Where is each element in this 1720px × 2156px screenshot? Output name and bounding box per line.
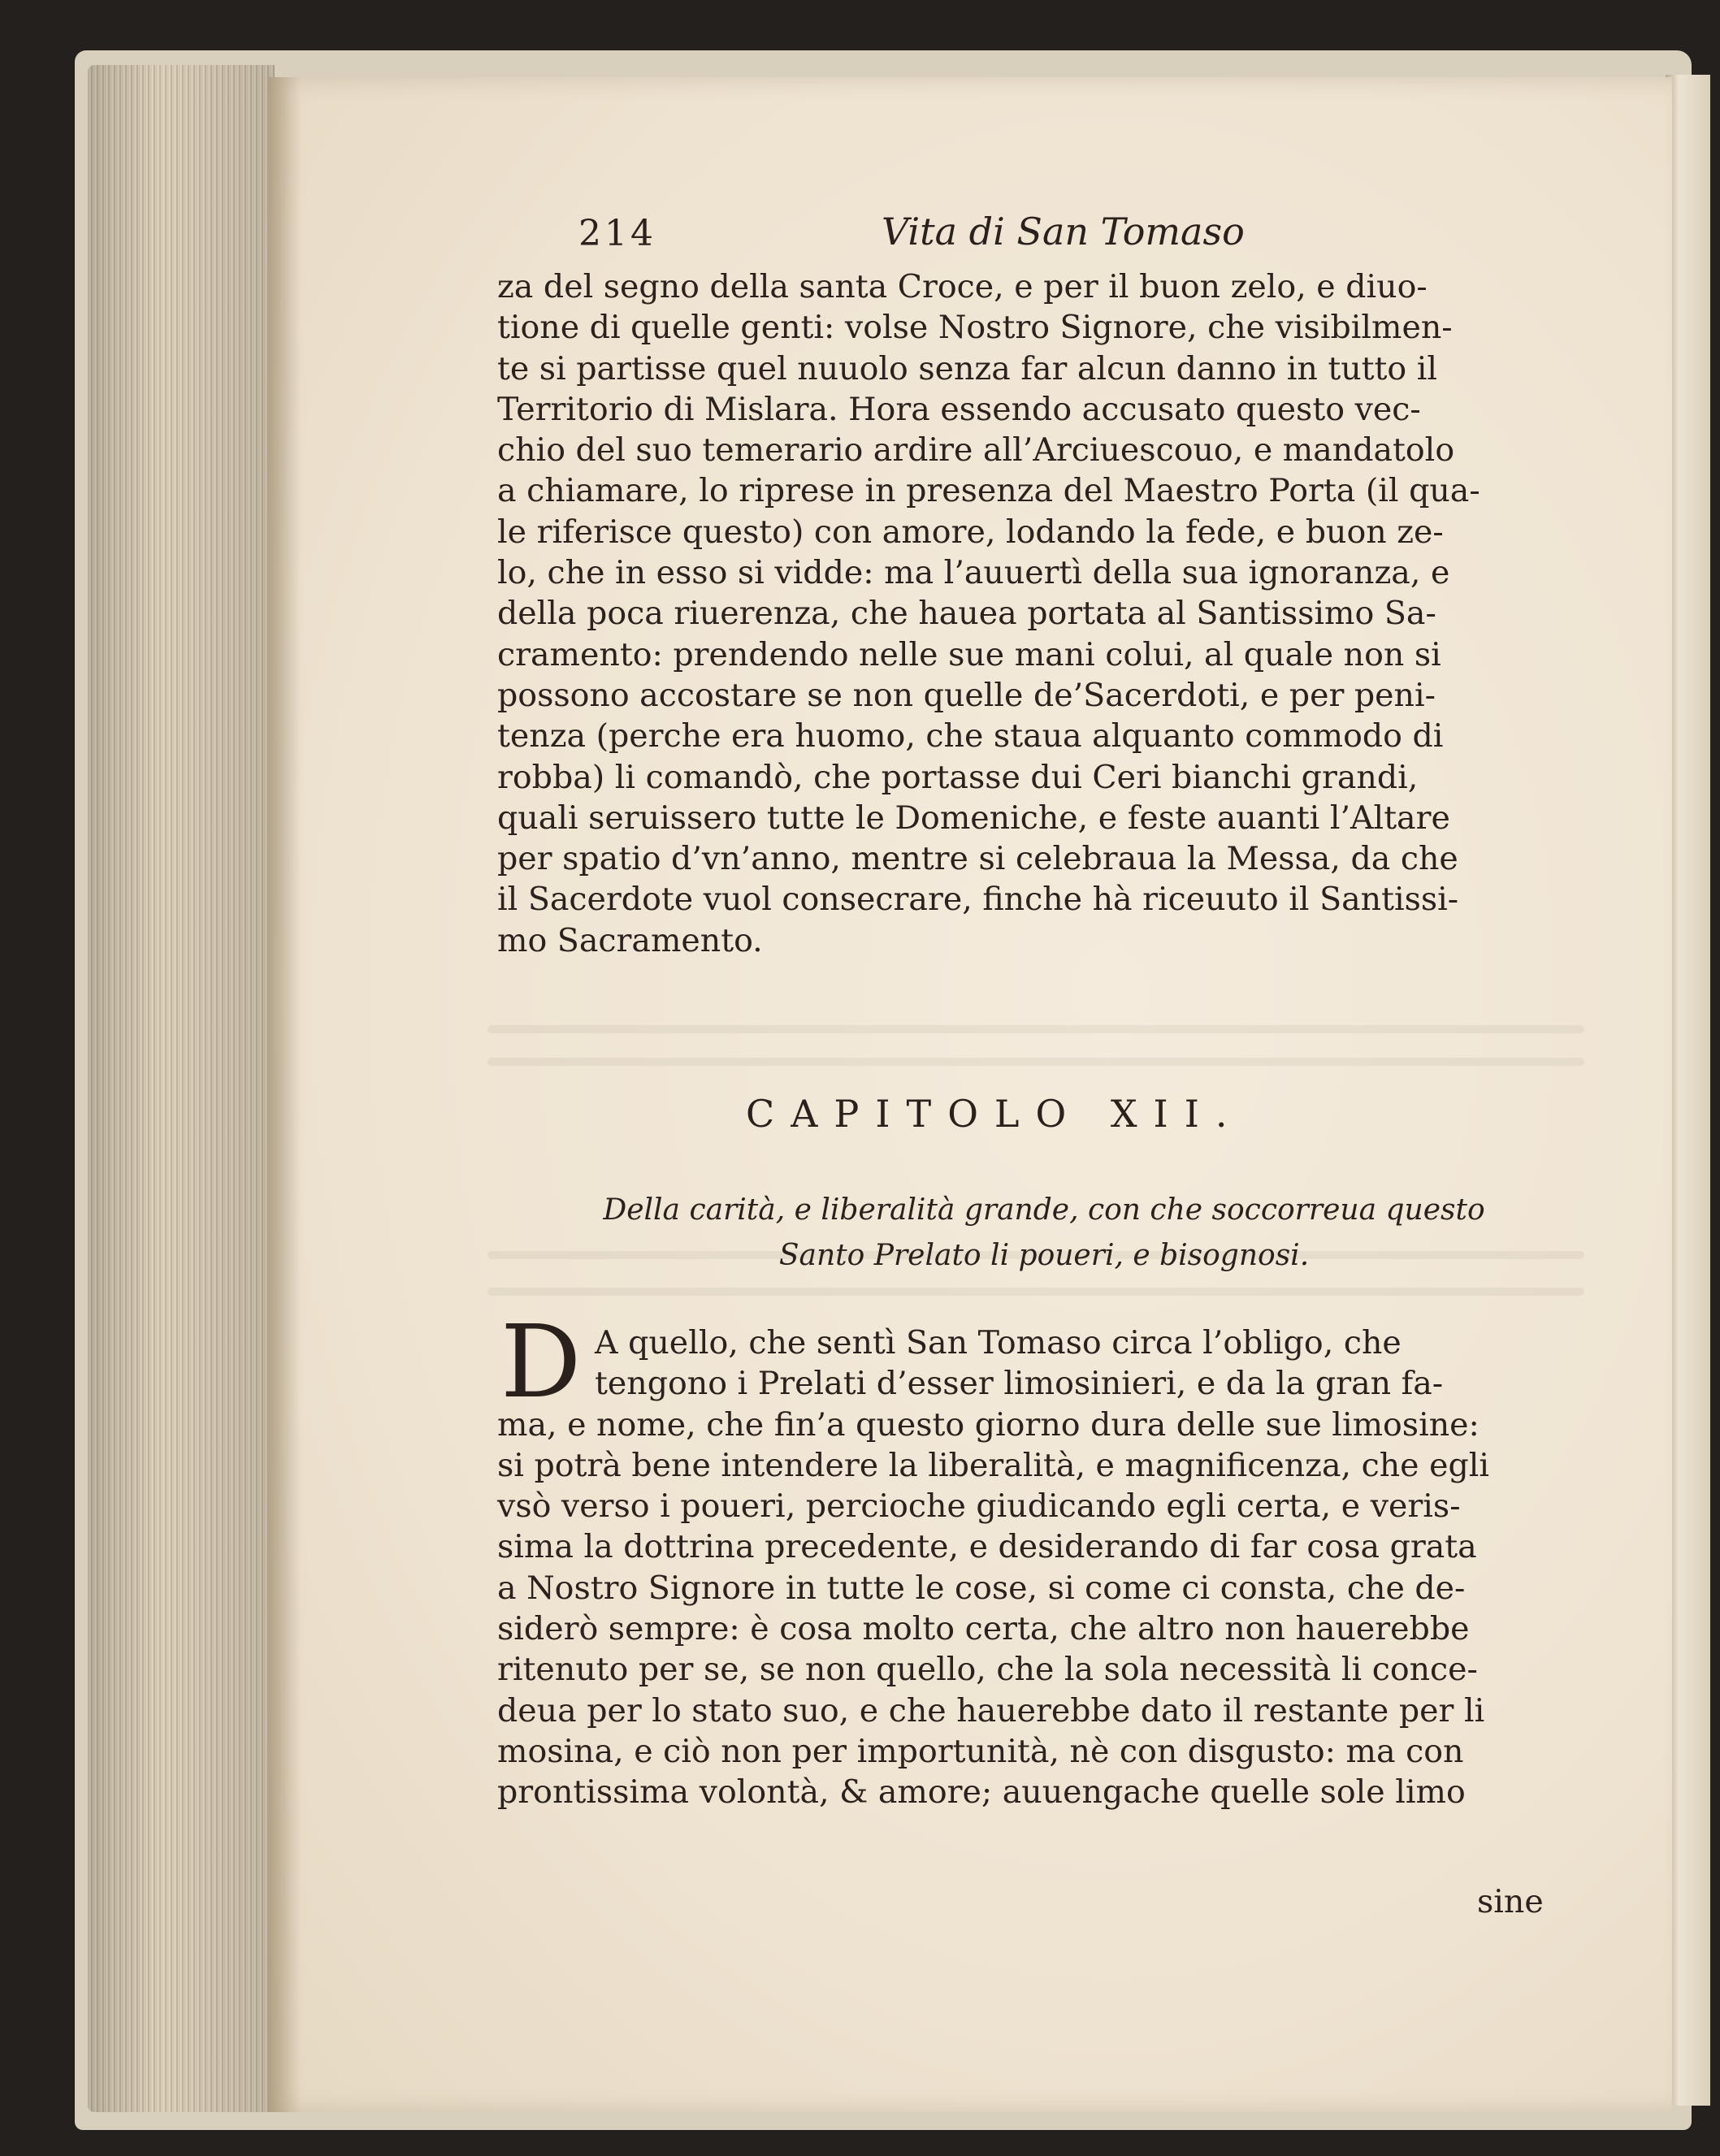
text-line: ritenuto per se, se non quello, che la sola necessità li conce-	[497, 1651, 1478, 1689]
show-through	[487, 1288, 1584, 1296]
show-through	[487, 1058, 1584, 1066]
text-line: a Nostro Signore in tutte le cose, si come ci consta, che de-	[497, 1569, 1466, 1607]
text-line: deua per lo stato suo, e che hauerebbe dato il restante per li	[497, 1691, 1485, 1730]
text-line: sima la dottrina precedente, e desiderando di far cosa grata	[497, 1528, 1477, 1566]
text-line: prontissima volontà, & amore; auuengache quelle sole limo	[497, 1773, 1466, 1812]
facing-page-edge	[1666, 75, 1710, 2106]
text-line: mo Sacramento.	[497, 921, 763, 959]
text-line: A quello, che sentì San Tomaso circa l’obligo, che	[595, 1324, 1402, 1362]
text-line: mosina, e ciò non per importunità, nè con disgusto: ma con	[497, 1732, 1464, 1770]
drop-cap: D	[500, 1304, 582, 1421]
body-text-top	[497, 266, 1574, 961]
text-line: lo, che in esso si vidde: ma l’auuertì della sua ignoranza, e	[497, 554, 1450, 592]
text-line: te si partisse quel nuuolo senza far alcun danno in tutto il	[497, 349, 1438, 387]
running-head: Vita di San Tomaso	[882, 210, 1245, 253]
text-line: chio del suo temerario ardire all’Arciuescouo, e mandatolo	[497, 431, 1455, 470]
subtitle-line: Della carità, e liberalità grande, con che soccorreua questo	[603, 1193, 1485, 1227]
text-line: per spatio d’vn’anno, mentre si celebraua la Messa, da che	[497, 840, 1458, 878]
text-line: siderò sempre: è cosa molto certa, che altro non hauerebbe	[497, 1610, 1470, 1648]
chapter-title: CAPITOLO XII.	[746, 1092, 1244, 1136]
page-number: 214	[578, 213, 656, 254]
catchword: sine	[1477, 1883, 1544, 1920]
text-line: vsò verso i poueri, percioche giudicando egli certa, e veris-	[497, 1487, 1461, 1526]
subtitle-line: Santo Prelato li poueri, e bisognosi.	[778, 1239, 1310, 1272]
text-line: tione di quelle genti: volse Nostro Signore, che visibilmen-	[497, 309, 1453, 347]
text-line: il Sacerdote vuol consecrare, finche hà riceuuto il Santissi-	[497, 881, 1459, 919]
text-line: cramento: prendendo nelle sue mani colui, al quale non si	[497, 635, 1441, 673]
gutter-shadow	[268, 77, 301, 2112]
text-line: tengono i Prelati d’esser limosinieri, e da la gran fa-	[595, 1365, 1444, 1403]
text-line: si potrà bene intendere la liberalità, e magnificenza, che egli	[497, 1446, 1490, 1484]
text-line: quali seruissero tutte le Domeniche, e feste auanti l’Altare	[497, 799, 1450, 837]
body-text-bottom	[497, 1323, 1578, 1813]
page-edges-shade	[88, 65, 275, 2112]
chapter-subtitle	[536, 1188, 1552, 1279]
text-line: Territorio di Mislara. Hora essendo accusato questo vec-	[497, 390, 1421, 428]
text-line: robba) li comandò, che portasse dui Ceri bianchi grandi,	[497, 758, 1419, 796]
text-line: tenza (perche era huomo, che staua alquanto commodo di	[497, 717, 1444, 755]
show-through	[487, 1025, 1584, 1033]
text-line: a chiamare, lo riprese in presenza del Maestro Porta (il qua-	[497, 472, 1480, 510]
text-line: possono accostare se non quelle de’Sacerdoti, e per peni-	[497, 676, 1436, 714]
text-line: ma, e nome, che fin’a questo giorno dura delle sue limosine:	[497, 1405, 1480, 1444]
text-line: della poca riuerenza, che hauea portata al Santissimo Sa-	[497, 595, 1436, 633]
text-line: za del segno della santa Croce, e per il buon zelo, e diuo-	[497, 268, 1428, 305]
text-line: le riferisce questo) con amore, lodando la fede, e buon ze-	[497, 513, 1444, 551]
